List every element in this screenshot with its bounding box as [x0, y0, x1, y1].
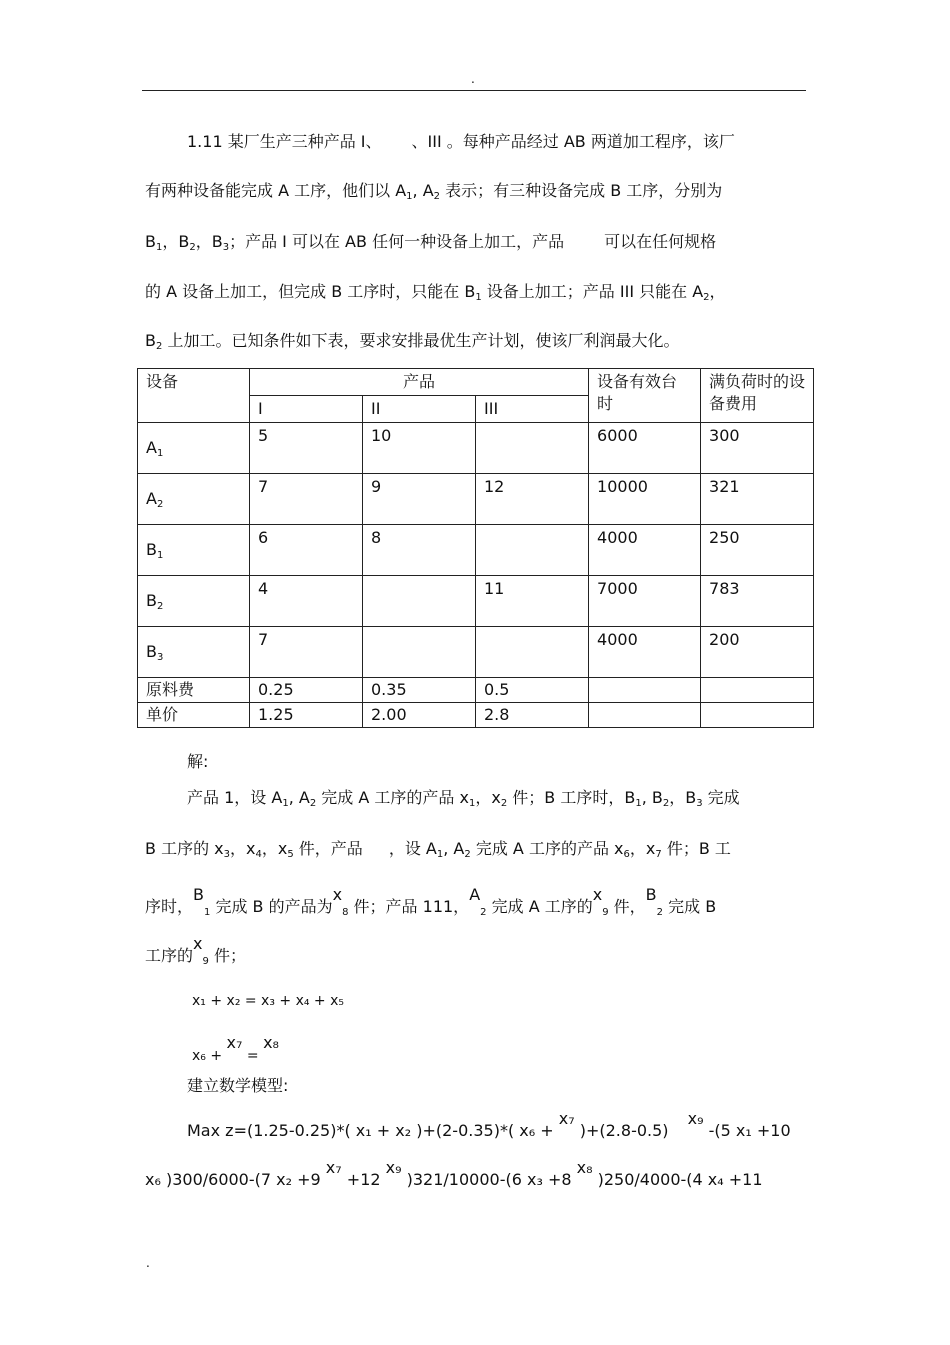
problem-text: B [145, 331, 156, 350]
subscript: 1 [406, 191, 413, 202]
problem-text: B [145, 232, 156, 251]
problem-line-5 [145, 330, 679, 352]
solution-text: ，设 A [388, 839, 437, 858]
model-text: -(5 x₁ +10 [708, 1121, 791, 1140]
subscript: 2 [480, 907, 487, 918]
problem-text: ，B [195, 232, 223, 251]
solution-text: , B [641, 788, 663, 807]
solution-line-3 [145, 885, 717, 918]
model-heading: 建立数学模型: [187, 1076, 289, 1095]
subscript: 2 [156, 601, 164, 612]
solution-text: ，x [475, 788, 501, 807]
header-cost: 满负荷时的设备费用 [701, 369, 814, 423]
subscript: 1 [475, 292, 482, 303]
unit-price-1: 1.25 [250, 703, 363, 728]
subscript: 8 [342, 907, 349, 918]
header-product-2: II [363, 396, 476, 423]
raised-variable: x₇ [558, 1109, 575, 1128]
subscript: 1 [436, 849, 444, 860]
conditions-table [137, 368, 814, 728]
cell-product-1: 7 [250, 474, 363, 525]
problem-text: ；产品 Ⅰ 可以在 AB 任何一种设备上加工，产品 [229, 232, 565, 251]
solution-text: 序时， [145, 897, 194, 916]
unit-price-3: 2.8 [476, 703, 589, 728]
equation-text: = [246, 1048, 259, 1064]
cell-hours: 6000 [589, 423, 701, 474]
subscript: 3 [696, 798, 703, 809]
cell-cost: 200 [701, 627, 814, 678]
equipment-name: B [146, 591, 157, 610]
empty-cell [701, 703, 814, 728]
subscript: 1 [282, 798, 289, 809]
problem-text: 可以在任何规格 [604, 232, 717, 251]
model-text: )+(2.8-0.5) [579, 1121, 669, 1140]
subscript: 1 [156, 550, 164, 561]
table-row [138, 627, 814, 678]
unit-price-label: 单价 [138, 703, 250, 728]
cell-cost: 250 [701, 525, 814, 576]
equipment-name: A [146, 438, 157, 457]
table-row [138, 576, 814, 627]
empty-cell [589, 703, 701, 728]
solution-text: 完成 A 工序的产品 x [316, 788, 469, 807]
table-row [138, 525, 814, 576]
model-text: +12 [346, 1170, 381, 1189]
problem-text: 设备上加工；产品 III 只能在 A [481, 282, 704, 301]
raised-variable: x₉ [687, 1109, 704, 1128]
problem-text: 的 A 设备上加工，但完成 B 工序时，只能在 B [145, 282, 476, 301]
empty-cell [589, 678, 701, 703]
solution-text: 完成 A 工序的产品 x [470, 839, 624, 858]
solution-text: , A [443, 839, 465, 858]
row-equipment [138, 423, 250, 474]
solution-line-1 [187, 787, 740, 809]
subscript: 2 [703, 292, 710, 303]
cell-hours: 10000 [589, 474, 701, 525]
subscript: 1 [468, 798, 476, 809]
raised-variable: x₈ [576, 1158, 593, 1177]
cell-product-1: 6 [250, 525, 363, 576]
solution-text: ，B [669, 788, 697, 807]
raised-variable: x₉ [385, 1158, 402, 1177]
subscript: 7 [655, 849, 662, 860]
subscript: 2 [155, 341, 163, 352]
cell-cost: 321 [701, 474, 814, 525]
subscript: 2 [309, 798, 317, 809]
cell-hours: 4000 [589, 627, 701, 678]
solution-title: 解: [187, 752, 209, 771]
problem-text: ， [709, 282, 726, 301]
model-text: x₆ )300/6000-(7 x₂ +9 [145, 1170, 321, 1189]
table-row [138, 474, 814, 525]
equipment-name: A [146, 489, 157, 508]
cell-product-2 [363, 576, 476, 627]
subscript: 2 [189, 242, 196, 253]
cell-hours: 7000 [589, 576, 701, 627]
cell-hours: 4000 [589, 525, 701, 576]
unit-price-2: 2.00 [363, 703, 476, 728]
solution-line-4 [145, 934, 246, 967]
cell-cost: 300 [701, 423, 814, 474]
problem-text: ，B [162, 232, 190, 251]
footer-mark: . [146, 1256, 150, 1270]
equipment-name: B [146, 642, 157, 661]
model-text: )250/4000-(4 x₄ +11 [597, 1170, 763, 1189]
solution-text: , A [288, 788, 310, 807]
problem-text: 有两种设备能完成 A 工序，他们以 A [145, 181, 407, 200]
problem-line-2 [145, 180, 722, 202]
raw-material-2: 0.35 [363, 678, 476, 703]
subscript: 2 [662, 798, 670, 809]
subscript: 9 [602, 907, 609, 918]
model-line-2 [145, 1158, 763, 1191]
subscript: 4 [255, 849, 262, 860]
raised-variable: x₇ [226, 1033, 243, 1052]
raised-variable: A [469, 885, 481, 904]
cell-product-3 [476, 525, 589, 576]
subscript: 9 [202, 956, 209, 967]
problem-text: 上加工。已知条件如下表，要求安排最优生产计划，使该厂利润最大化。 [162, 331, 680, 350]
cell-product-2: 10 [363, 423, 476, 474]
subscript: 2 [156, 499, 164, 510]
equation-text: x₆ + [192, 1048, 223, 1064]
header-product-3: III [476, 396, 589, 423]
cell-product-1: 5 [250, 423, 363, 474]
table-row-unit-price [138, 703, 814, 728]
equation-1: x₁ + x₂ = x₃ + x₄ + x₅ [192, 993, 345, 1009]
subscript: 3 [156, 652, 164, 663]
header-equipment: 设备 [138, 369, 250, 423]
model-text: )321/10000-(6 x₃ +8 [406, 1170, 572, 1189]
raised-variable: B [645, 885, 657, 904]
cell-product-3: 11 [476, 576, 589, 627]
row-equipment [138, 474, 250, 525]
subscript: 2 [656, 907, 664, 918]
header-mark: . [471, 72, 475, 86]
table-row [138, 423, 814, 474]
raised-variable: x [592, 885, 603, 904]
subscript: 2 [500, 798, 508, 809]
solution-text: B 工序的 x [145, 839, 224, 858]
subscript: 3 [223, 849, 230, 860]
solution-text: 件；B 工 [661, 839, 731, 858]
table-row-raw-material [138, 678, 814, 703]
solution-text: 件； [208, 946, 246, 965]
raw-material-label: 原料费 [138, 678, 250, 703]
solution-text: 件，产品 [293, 839, 363, 858]
empty-cell [701, 678, 814, 703]
subscript: 5 [287, 849, 294, 860]
problem-text: 表示；有三种设备完成 B 工序，分别为 [440, 181, 723, 200]
solution-text: 完成 A 工序的 [486, 897, 593, 916]
cell-product-2: 8 [363, 525, 476, 576]
solution-text: 完成 B 的产品为 [210, 897, 333, 916]
raised-variable: B [193, 885, 204, 904]
problem-text: , A [412, 181, 434, 200]
cell-product-1: 4 [250, 576, 363, 627]
equation-2 [192, 1033, 279, 1067]
header-product: 产品 [250, 369, 589, 396]
raised-variable: x₇ [325, 1158, 342, 1177]
problem-line-4 [145, 281, 726, 303]
cell-product-3 [476, 423, 589, 474]
raw-material-1: 0.25 [250, 678, 363, 703]
solution-text: ，x [261, 839, 288, 858]
raised-variable: x₈ [263, 1033, 279, 1052]
cell-product-2 [363, 627, 476, 678]
solution-text: 件；产品 111， [348, 897, 470, 916]
solution-text: 件， [608, 897, 646, 916]
subscript: 1 [155, 242, 163, 253]
subscript: 3 [222, 242, 230, 253]
solution-text: ，x [230, 839, 256, 858]
raised-variable: x [193, 934, 203, 953]
header-rule [142, 90, 806, 91]
cell-cost: 783 [701, 576, 814, 627]
equipment-name: B [146, 540, 157, 559]
header-product-1: I [250, 396, 363, 423]
problem-line-3 [145, 231, 716, 253]
subscript: 1 [204, 907, 211, 918]
subscript: 2 [464, 849, 471, 860]
solution-line-2 [145, 838, 731, 860]
solution-text: 产品 1，设 A [187, 788, 283, 807]
row-equipment [138, 627, 250, 678]
solution-text: 完成 B [663, 897, 717, 916]
subscript: 1 [156, 448, 164, 459]
solution-text: 工序的 [145, 946, 194, 965]
subscript: 2 [433, 191, 441, 202]
raw-material-3: 0.5 [476, 678, 589, 703]
header-hours: 设备有效台时 [589, 369, 701, 423]
problem-text: 、III 。每种产品经过 AB 两道加工程序，该厂 [411, 132, 735, 151]
cell-product-3: 12 [476, 474, 589, 525]
cell-product-3 [476, 627, 589, 678]
subscript: 6 [623, 849, 630, 860]
raised-variable: x [332, 885, 343, 904]
problem-text: 1.11 某厂生产三种产品 Ⅰ、 [187, 132, 382, 151]
row-equipment [138, 525, 250, 576]
model-line-1 [187, 1109, 791, 1142]
solution-text: ，x [629, 839, 656, 858]
subscript: 1 [635, 798, 642, 809]
solution-text: 件；B 工序时，B [507, 788, 636, 807]
table-header-row [138, 369, 814, 396]
cell-product-2: 9 [363, 474, 476, 525]
problem-line-1 [187, 131, 735, 153]
cell-product-1: 7 [250, 627, 363, 678]
row-equipment [138, 576, 250, 627]
solution-text: 完成 [702, 788, 740, 807]
model-text: Max z=(1.25-0.25)*( x₁ + x₂ )+(2-0.35)*( x₆ + [187, 1121, 554, 1140]
